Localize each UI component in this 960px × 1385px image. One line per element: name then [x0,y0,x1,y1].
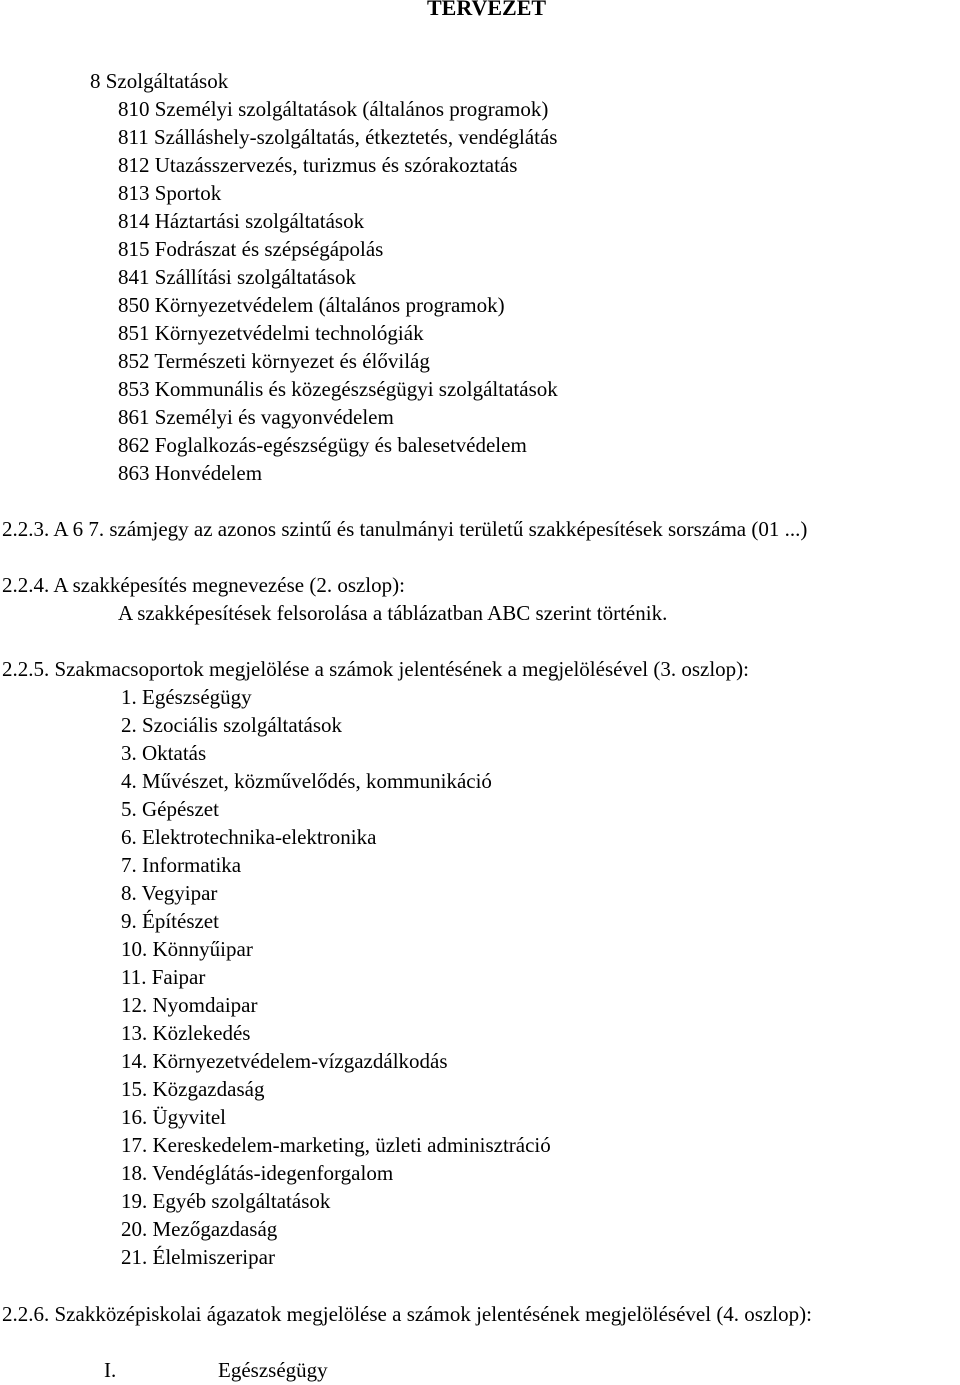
group8-item: 853 Kommunális és közegészségügyi szolgáltatások [118,377,558,401]
sector-item: 9. Építészet [121,909,219,933]
sector-item: 11. Faipar [121,965,206,989]
sector-item: 10. Könnyűipar [121,937,253,961]
sector-item: 1. Egészségügy [121,685,252,709]
sector-item: 8. Vegyipar [121,881,218,905]
sector-item: 14. Környezetvédelem-vízgazdálkodás [121,1049,448,1073]
group8-item: 810 Személyi szolgáltatások (általános programok) [118,97,549,121]
section-2-2-5-heading: 2.2.5. Szakmacsoportok megjelölése a számok jelentésének a megjelölésével (3. oszlop): [2,657,750,681]
sector-item: 20. Mezőgazdaság [121,1217,278,1241]
group8-item: 815 Fodrászat és szépségápolás [118,237,384,261]
sector-item: 13. Közlekedés [121,1021,251,1045]
group8-item: 850 Környezetvédelem (általános programok) [118,293,505,317]
sector-item: 21. Élelmiszeripar [121,1245,275,1269]
document-title: TERVEZET [427,0,547,20]
sector-item: 15. Közgazdaság [121,1077,265,1101]
sector-item: 16. Ügyvitel [121,1105,226,1129]
group8-item: 811 Szálláshely-szolgáltatás, étkeztetés, vendéglátás [118,125,558,149]
group8-item: 813 Sportok [118,181,222,205]
sector-item: 4. Művészet, közművelődés, kommunikáció [121,769,492,793]
branch-label: Egészségügy [218,1358,328,1382]
sector-item: 18. Vendéglátás-idegenforgalom [121,1161,394,1185]
sector-item: 6. Elektrotechnika-elektronika [121,825,377,849]
group8-item: 862 Foglalkozás-egészségügy és balesetvédelem [118,433,527,457]
section-2-2-4-text: A szakképesítések felsorolása a táblázatban ABC szerint történik. [118,601,668,625]
sector-item: 19. Egyéb szolgáltatások [121,1189,331,1213]
group8-item: 851 Környezetvédelmi technológiák [118,321,424,345]
section-2-2-4-heading: 2.2.4. A szakképesítés megnevezése (2. oszlop): [2,573,405,597]
sector-item: 7. Informatika [121,853,242,877]
group8-item: 852 Természeti környezet és élővilág [118,349,430,373]
sector-item: 3. Oktatás [121,741,207,765]
group8-heading: 8 Szolgáltatások [90,69,229,93]
group8-item: 841 Szállítási szolgáltatások [118,265,356,289]
group8-item: 863 Honvédelem [118,461,263,485]
sector-item: 17. Kereskedelem-marketing, üzleti adminisztráció [121,1133,551,1157]
sector-item: 12. Nyomdaipar [121,993,258,1017]
group8-item: 814 Háztartási szolgáltatások [118,209,365,233]
branch-number: I. [104,1358,117,1382]
section-2-2-3: 2.2.3. A 6 7. számjegy az azonos szintű és tanulmányi területű szakképesítések sorszáma (01 ...) [2,517,808,541]
sector-item: 2. Szociális szolgáltatások [121,713,343,737]
sector-item: 5. Gépészet [121,797,219,821]
group8-item: 861 Személyi és vagyonvédelem [118,405,394,429]
group8-item: 812 Utazásszervezés, turizmus és szórakoztatás [118,153,518,177]
section-2-2-6-heading: 2.2.6. Szakközépiskolai ágazatok megjelölése a számok jelentésének megjelölésével (4. oszlop): [2,1302,812,1326]
